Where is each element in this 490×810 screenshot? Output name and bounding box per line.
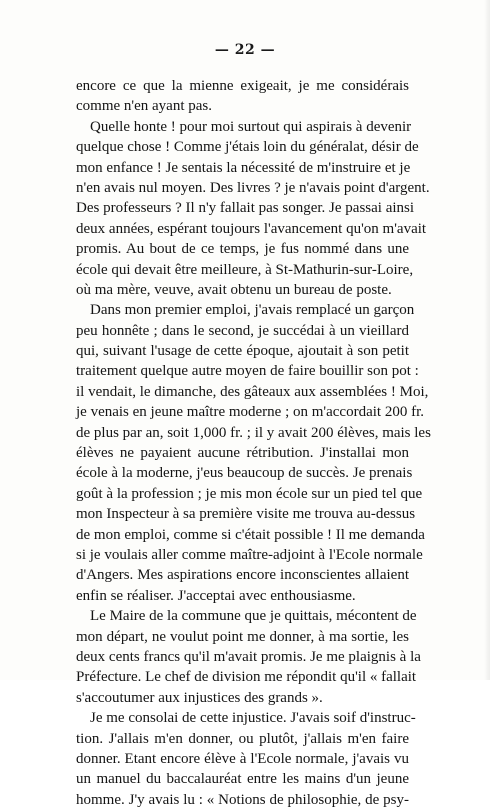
text-line: promis. Au bout de ce temps, je fus nommé dans une [76,241,409,258]
text-line: Quelle honte ! pour moi surtout qui aspirais à devenir [90,118,412,135]
text-line: mon Inspecteur à sa première visite me trouva au-dessus [76,506,416,523]
text-line: un manuel du baccalauréat entre les mains d'un jeune [76,771,409,788]
text-line: comme n'en ayant pas. [76,98,212,115]
text-line: d'Angers. Mes aspirations encore inconscientes allaient [76,567,409,584]
text-line: homme. J'y avais lu : « Notions de philosophie, de psy- [76,791,409,808]
text-line: Préfecture. Le chef de division me répondit qu'il « fallait [76,669,417,686]
text-line: s'accoutumer aux injustices des grands ». [76,689,323,706]
body-text [76,76,431,810]
text-line: Dans mon premier emploi, j'avais remplacé un garçon [90,302,415,319]
text-line: si je voulais aller comme maître-adjoint à l'Ecole normale [76,546,423,563]
page-edge-shadow [484,0,490,680]
text-line: Je me consolai de cette injustice. J'avais soif d'instruc- [90,710,416,727]
text-line: école qui devait être meilleure, à St-Mathurin-sur-Loire, [76,261,414,278]
text-line: peu honnête ; dans le second, je succédai à un vieillard [76,322,409,339]
text-line: enfin se réaliser. J'acceptai avec enthousiasme. [76,587,356,604]
text-line: élèves ne payaient aucune rétribution. J'installai mon [76,445,409,462]
text-line: de mon emploi, comme si c'était possible ! Il me demanda [76,526,425,543]
text-line: n'en avais nul moyen. Des livres ? je n'avais point d'argent. [76,179,430,196]
text-line: qui, suivant l'usage de cette époque, ajoutait à son petit [76,343,409,360]
text-line: de plus par an, soit 1,000 fr. ; il y avait 200 élèves, mais les [76,424,431,441]
text-line: il vendait, le dimanche, des gâteaux aux assemblées ! Moi, [76,383,429,400]
text-line: où ma mère, veuve, avait obtenu un bureau de poste. [76,281,392,298]
text-line: Des professeurs ? Il n'y fallait pas songer. Je passai ainsi [76,200,415,217]
text-line: traitement quelque autre moyen de faire bouillir son pot : [76,363,419,380]
page-number: — 22 — [214,42,276,58]
text-line: mon enfance ! Je sentais la nécessité de m'instruire et je [76,159,411,176]
text-line: tion. J'allais m'en donner, ou plutôt, j'allais m'en faire [76,730,409,747]
text-line: goût à la profession ; je mis mon école sur un pied tel que [76,485,423,502]
text-line: deux cents francs qu'il m'avait promis. Je me plaignis à la [76,648,421,665]
text-line: école à la moderne, j'eus beaucoup de succès. Je prenais [76,465,413,482]
text-line: Le Maire de la commune que je quittais, mécontent de [90,608,417,625]
text-line: je venais en jeune maître moderne ; on m'accordait 200 fr. [76,404,424,421]
text-line: quelque chose ! Comme j'étais loin du généralat, désir de [76,139,419,156]
text-line: deux années, espérant toujours l'avancement qu'on m'avait [76,220,427,237]
text-line: mon départ, ne voulut point me donner, à ma sortie, les [76,628,409,645]
text-line: encore ce que la mienne exigeait, je me considérais [76,78,409,94]
text-line: donner. Etant encore élève à l'Ecole normale, j'avais vu [76,750,409,767]
